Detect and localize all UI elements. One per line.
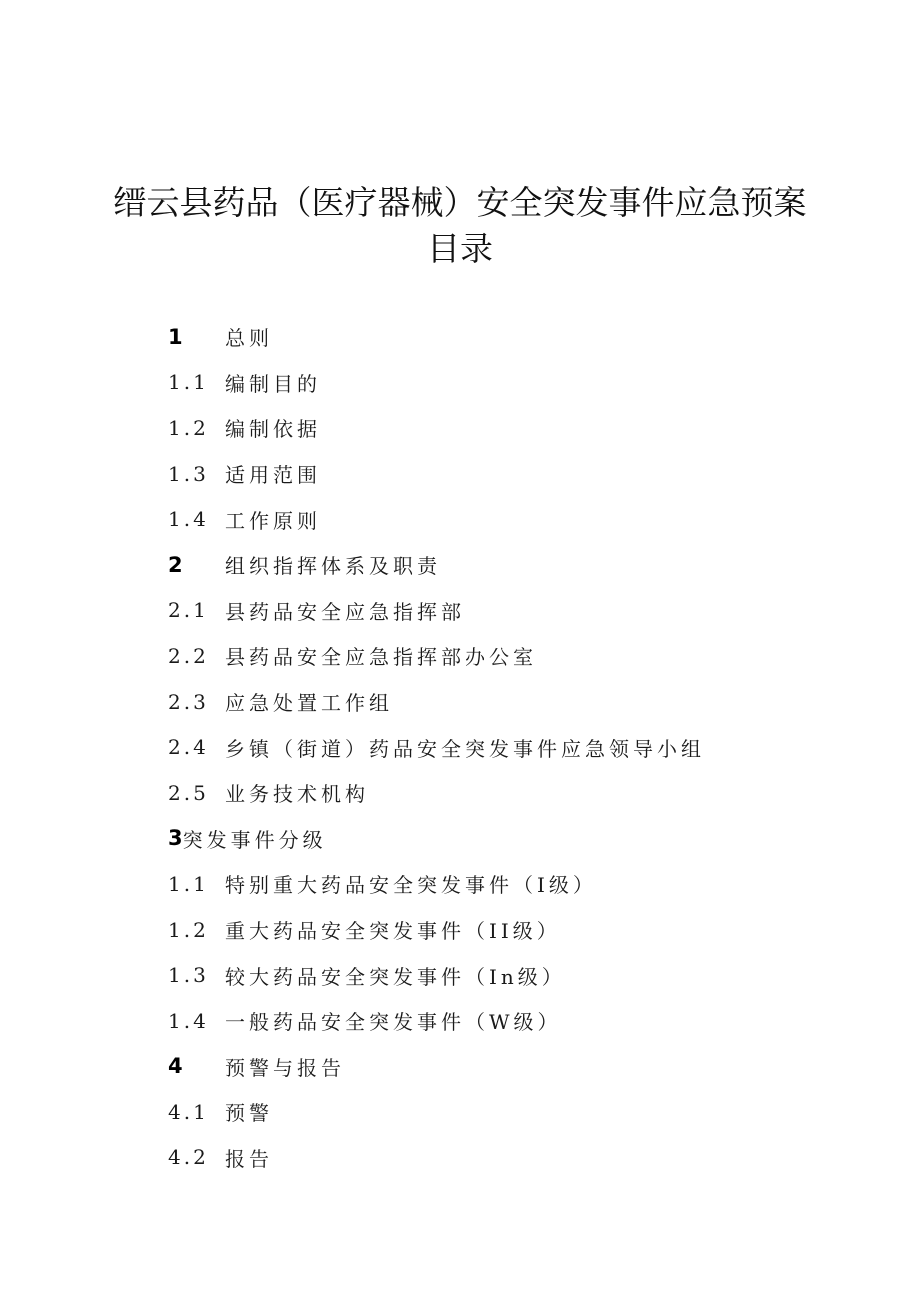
toc-entry-number: 2.2 <box>168 643 209 668</box>
toc-entry-text: 编制目的 <box>225 371 321 396</box>
toc-entry-number: 2.5 <box>168 780 209 805</box>
toc-entry-number: 1.1 <box>168 370 209 395</box>
toc-entry-text: 编制依据 <box>225 417 321 442</box>
toc-entry-number: 4 <box>168 1054 186 1079</box>
toc-entry <box>168 724 868 770</box>
toc-entry-number: 2.1 <box>168 598 209 623</box>
toc-entry-text: 工作原则 <box>225 508 321 533</box>
toc-entry <box>168 1044 868 1090</box>
toc-entry <box>168 314 868 360</box>
toc-entry-text: 较大药品安全突发事件（In级） <box>225 964 566 989</box>
toc-entry-text: 突发事件分级 <box>182 827 327 852</box>
toc-entry-number: 1.2 <box>168 415 209 440</box>
document-title: 缙云县药品（医疗器械）安全突发事件应急预案 <box>113 183 807 222</box>
toc-entry <box>168 360 868 406</box>
toc-entry-number: 1 <box>168 324 186 349</box>
toc-entry-text: 县药品安全应急指挥部办公室 <box>225 645 537 670</box>
toc-entry-text: 一般药品安全突发事件（W级） <box>225 1010 562 1035</box>
toc-entry-number: 1.3 <box>168 461 209 486</box>
toc-entry-text: 预警与报告 <box>225 1055 345 1080</box>
table-of-contents <box>168 314 868 1180</box>
toc-entry-text: 适用范围 <box>225 463 321 488</box>
toc-entry <box>168 405 868 451</box>
toc-entry <box>168 1089 868 1135</box>
toc-entry <box>168 588 868 634</box>
toc-entry-number: 1.4 <box>168 507 209 532</box>
toc-entry-number: 4.2 <box>168 1145 209 1170</box>
toc-entry-text: 业务技术机构 <box>225 782 369 807</box>
toc-entry-number: 1.2 <box>168 917 209 942</box>
toc-entry-text: 重大药品安全突发事件（II级） <box>225 919 561 944</box>
toc-entry-number: 2 <box>168 552 186 577</box>
toc-entry <box>168 907 868 953</box>
toc-entry-number: 3 <box>168 826 183 851</box>
toc-entry <box>168 816 868 862</box>
toc-entry-number: 2.4 <box>168 735 209 760</box>
toc-entry <box>168 861 868 907</box>
toc-entry-text: 报告 <box>225 1146 273 1171</box>
toc-entry <box>168 542 868 588</box>
toc-entry <box>168 998 868 1044</box>
toc-entry-text: 预警 <box>225 1101 273 1126</box>
toc-entry-text: 应急处置工作组 <box>225 691 393 716</box>
toc-entry <box>168 496 868 542</box>
toc-entry-number: 4.1 <box>168 1099 209 1124</box>
toc-entry-text: 特别重大药品安全突发事件（I级） <box>225 873 597 898</box>
toc-entry <box>168 770 868 816</box>
toc-entry <box>168 952 868 998</box>
toc-entry-number: 2.3 <box>168 689 209 714</box>
toc-entry-text: 县药品安全应急指挥部 <box>225 599 465 624</box>
toc-entry-text: 总则 <box>225 326 273 351</box>
toc-heading: 目录 <box>427 229 493 268</box>
toc-entry-number: 1.3 <box>168 963 209 988</box>
toc-entry-text: 组织指挥体系及职责 <box>225 554 441 579</box>
toc-entry-number: 1.4 <box>168 1008 209 1033</box>
toc-entry <box>168 1135 868 1181</box>
toc-entry <box>168 679 868 725</box>
toc-entry-number: 1.1 <box>168 871 209 896</box>
toc-entry <box>168 633 868 679</box>
toc-entry <box>168 451 868 497</box>
toc-entry-text: 乡镇（街道）药品安全突发事件应急领导小组 <box>225 736 705 761</box>
